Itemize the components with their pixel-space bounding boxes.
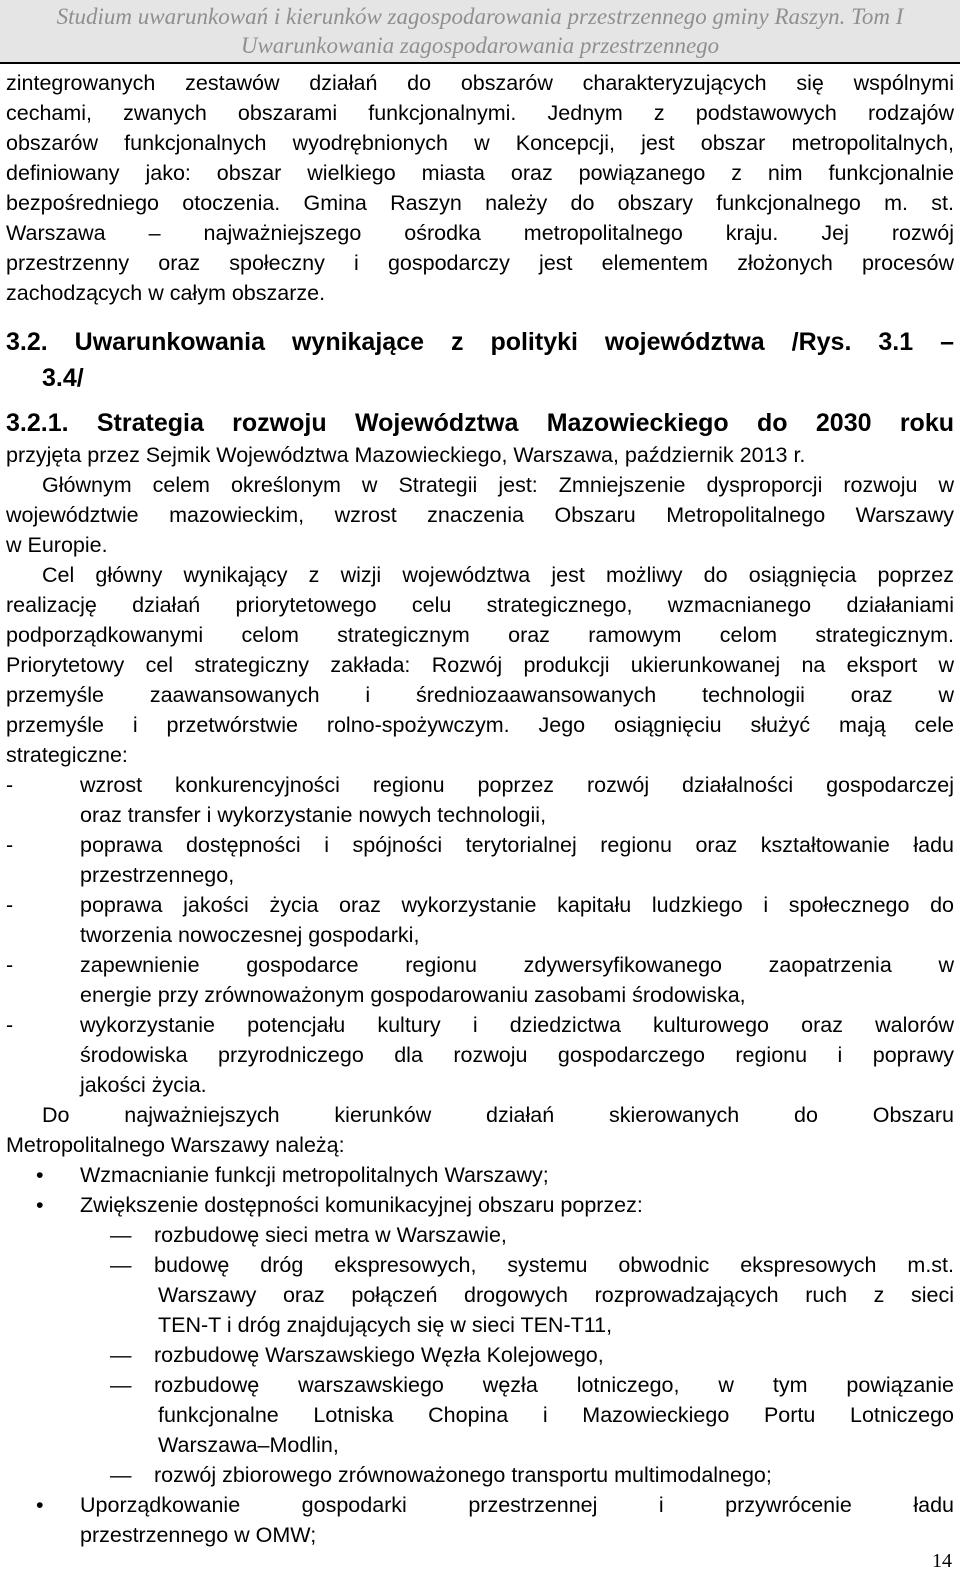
list-item	[6, 890, 954, 950]
text-line: zintegrowanych zestawów działań do obszarów charakteryzujących się wspólnymi	[6, 71, 954, 95]
text-line: definiowany jako: obszar wielkiego miasta oraz powiązanego z nim funkcjonalnie	[6, 161, 954, 185]
subsection-heading: 3.2.1. Strategia rozwoju Województwa Mazowieckiego do 2030 roku	[6, 409, 954, 437]
text-line: Priorytetowy cel strategiczny zakłada: Rozwój produkcji ukierunkowanej na eksport w	[6, 653, 954, 677]
text-line: środowiska przyrodniczego dla rozwoju gospodarczego regionu i poprawy	[80, 1043, 954, 1067]
text-line: w Europie.	[6, 533, 108, 557]
text-line: rozbudowę warszawskiego węzła lotniczego, w tym powiązanie	[154, 1373, 954, 1397]
emdash-marker: —	[110, 1373, 132, 1397]
text-line: Głównym celem określonym w Strategii jest: Zmniejszenie dysproporcji rozwoju w	[42, 473, 954, 497]
running-header	[0, 0, 960, 62]
bullet-marker: •	[36, 1493, 44, 1517]
page-content	[6, 68, 954, 1550]
sub-list-item	[6, 1460, 954, 1490]
text-line: realizację działań priorytetowego celu strategicznego, wzmacnianego działaniami	[6, 593, 954, 617]
bullet-item	[6, 1490, 954, 1550]
text-line: wzrost konkurencyjności regionu poprzez rozwój działalności gospodarczej	[80, 773, 954, 797]
directions-paragraph	[6, 1100, 954, 1160]
list-item	[6, 830, 954, 890]
list-item	[6, 770, 954, 830]
dash-marker: -	[6, 1013, 14, 1037]
text-line: przestrzennego w OMW;	[80, 1523, 317, 1547]
dash-marker: -	[6, 773, 14, 797]
text-line: rozwój zbiorowego zrównoważonego transportu multimodalnego;	[154, 1463, 772, 1487]
dash-marker: -	[6, 833, 14, 857]
bullet-item	[6, 1160, 954, 1190]
section-heading: 3.2. Uwarunkowania wynikające z polityki województwa /Rys. 3.1 –	[6, 328, 954, 356]
emdash-marker: —	[110, 1343, 132, 1367]
text-line: energie przy zrównoważonym gospodarowaniu zasobami środowiska,	[80, 983, 746, 1007]
bullet-item	[6, 1190, 954, 1220]
text-line: rozbudowę sieci metra w Warszawie,	[154, 1223, 507, 1247]
emdash-marker: —	[110, 1253, 132, 1277]
text-line: Warszawa – najważniejszego ośrodka metropolitalnego kraju. Jej rozwój	[6, 221, 954, 245]
text-line: budowę dróg ekspresowych, systemu obwodnic ekspresowych m.st.	[154, 1253, 954, 1277]
emdash-marker: —	[110, 1463, 132, 1487]
header-line-1: Studium uwarunkowań i kierunków zagospodarowania przestrzennego gminy Raszyn. Tom I	[56, 4, 904, 29]
subsection-subtitle: przyjęta przez Sejmik Województwa Mazowieckiego, Warszawa, październik 2013 r.	[6, 443, 806, 467]
text-line: Warszawa–Modlin,	[158, 1433, 339, 1457]
bullet-marker: •	[36, 1163, 44, 1187]
text-line: przemyśle zaawansowanych i średniozaawansowanych technologii oraz w	[6, 683, 954, 707]
text-line: jakości życia.	[80, 1073, 207, 1097]
list-item	[6, 950, 954, 1010]
header-line-2: Uwarunkowania zagospodarowania przestrzennego	[240, 33, 720, 58]
page-number: 14	[932, 1550, 952, 1572]
text-line: województwie mazowieckim, wzrost znaczenia Obszaru Metropolitalnego Warszawy	[6, 503, 954, 527]
list-item	[6, 1010, 954, 1100]
dash-marker: -	[6, 893, 14, 917]
text-line: TEN-T i dróg znajdujących się w sieci TEN-T11,	[158, 1313, 613, 1337]
text-line: oraz transfer i wykorzystanie nowych technologii,	[80, 803, 547, 827]
text-line: Wzmacnianie funkcji metropolitalnych Warszawy;	[80, 1163, 549, 1187]
strategic-goals-list	[6, 770, 954, 1100]
sub-list-item	[6, 1250, 954, 1340]
sub-list-item	[6, 1370, 954, 1460]
goal-paragraph	[6, 470, 954, 560]
text-line: zachodzących w całym obszarze.	[6, 281, 326, 305]
priority-paragraph	[6, 560, 954, 770]
text-line: rozbudowę Warszawskiego Węzła Kolejowego,	[154, 1343, 604, 1367]
text-line: strategiczne:	[6, 743, 128, 767]
emdash-marker: —	[110, 1223, 132, 1247]
text-line: Metropolitalnego Warszawy należą:	[6, 1133, 345, 1157]
text-line: Zwiększenie dostępności komunikacyjnej obszaru poprzez:	[80, 1193, 643, 1217]
text-line: bezpośredniego otoczenia. Gmina Raszyn należy do obszary funkcjonalnego m. st.	[6, 191, 954, 215]
text-line: cechami, zwanych obszarami funkcjonalnymi. Jednym z podstawowych rodzajów	[6, 101, 954, 125]
dash-marker: -	[6, 953, 14, 977]
text-line: przestrzenny oraz społeczny i gospodarczy jest elementem złożonych procesów	[6, 251, 954, 275]
text-line: poprawa jakości życia oraz wykorzystanie kapitału ludzkiego i społecznego do	[80, 893, 954, 917]
text-line: Do najważniejszych kierunków działań skierowanych do Obszaru	[42, 1103, 954, 1127]
text-line: przemyśle i przetwórstwie rolno-spożywczym. Jego osiągnięciu służyć mają cele	[6, 713, 954, 737]
header-rule	[0, 62, 960, 64]
text-line: Uporządkowanie gospodarki przestrzennej i przywrócenie ładu	[80, 1493, 954, 1517]
text-line: funkcjonalne Lotniska Chopina i Mazowieckiego Portu Lotniczego	[158, 1403, 954, 1427]
text-line: obszarów funkcjonalnych wyodrębnionych w Koncepcji, jest obszar metropolitalnych,	[6, 131, 954, 155]
sub-list-item	[6, 1220, 954, 1250]
section-heading-cont: 3.4/	[42, 364, 84, 392]
text-line: tworzenia nowoczesnej gospodarki,	[80, 923, 420, 947]
sub-list-item	[6, 1340, 954, 1370]
text-line: poprawa dostępności i spójności terytorialnej regionu oraz kształtowanie ładu	[80, 833, 954, 857]
text-line: Warszawy oraz połączeń drogowych rozprowadzających ruch z sieci	[158, 1283, 954, 1307]
text-line: zapewnienie gospodarce regionu zdywersyfikowanego zaopatrzenia w	[80, 953, 954, 977]
text-line: podporządkowanymi celom strategicznym oraz ramowym celom strategicznym.	[6, 623, 954, 647]
text-line: wykorzystanie potencjału kultury i dziedzictwa kulturowego oraz walorów	[80, 1013, 954, 1037]
text-line: Cel główny wynikający z wizji województwa jest możliwy do osiągnięcia poprzez	[42, 563, 954, 587]
directions-list	[6, 1160, 954, 1550]
text-line: przestrzennego,	[80, 863, 235, 887]
intro-paragraph	[6, 68, 954, 308]
bullet-marker: •	[36, 1193, 44, 1217]
